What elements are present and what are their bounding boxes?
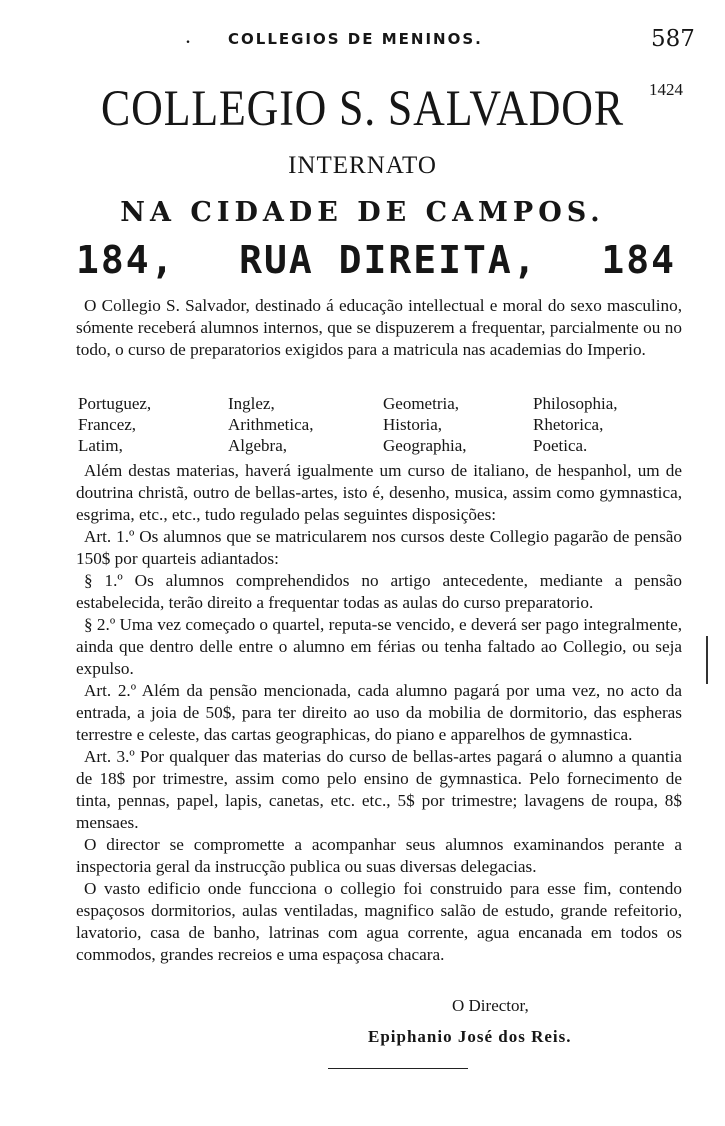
paragraph-director: O director se compromette a acompanhar seus alumnos examinandos perante a inspectoria geral da instrucção publica ou suas diversas delegacias. — [76, 835, 682, 876]
subject-item: Geographia, — [383, 436, 467, 455]
address-line — [76, 238, 676, 282]
paragraph-art-3: Art. 3.º Por qualquer das materias do curso de bellas-artes pagará o alumno a quantia de 18$ por trimestre, assim como pelo ensino de gymnastica. Pelo fornecimento de tinta, pennas, papel, lapis, canetas, etc. etc., 5$ por trimestre; lavagens de roupa, 8$ mensaes. — [76, 747, 682, 832]
signature: Epiphanio José dos Reis. — [368, 1027, 572, 1046]
subjects-list — [78, 393, 678, 456]
subject-item: Rhetorica, — [533, 415, 604, 434]
side-number: 1424 — [649, 80, 683, 99]
page-number: 587 — [651, 26, 695, 52]
intro-text: O Collegio S. Salvador, destinado á educação intellectual e moral do sexo masculino, sómente receberá alumnos internos, que se dispuzerem a frequentar, parcialmente ou no todo, o curso de preparatorios exigidos para a matricula nas academias do Imperio. — [76, 296, 682, 359]
running-head: COLLEGIOS DE MENINOS. — [228, 30, 483, 48]
intro-paragraph — [76, 295, 682, 361]
paragraph-section-2: § 2.º Uma vez começado o quartel, reputa-se vencido, e deverá ser pago integralmente, ainda que dentro delle entre o alumno em férias ou tenha faltado ao Collegio, ou seja expulso. — [76, 615, 682, 678]
subtitle: INTERNATO — [288, 152, 437, 179]
address-street: RUA DIREITA, — [239, 238, 538, 282]
body-text — [76, 460, 682, 966]
subject-item: Arithmetica, — [228, 415, 314, 434]
address-number-right: 184 — [601, 238, 676, 282]
paragraph-other-courses: Além destas materias, haverá igualmente um curso de italiano, de hespanhol, um de doutrina christã, outro de bellas-artes, isto é, desenho, musica, assim como gymnastica, esgrima, etc., etc., tudo regulado pelas seguintes disposições: — [76, 461, 682, 524]
running-dot: . — [186, 30, 190, 47]
subject-item: Historia, — [383, 415, 443, 434]
margin-mark — [706, 636, 708, 684]
page-title: COLLEGIO S. SALVADOR — [101, 81, 624, 137]
subject-item: Algebra, — [228, 436, 288, 455]
address-number-left: 184, — [76, 238, 176, 282]
divider-rule — [328, 1068, 468, 1069]
paragraph-art-2: Art. 2.º Além da pensão mencionada, cada alumno pagará por uma vez, no acto da entrada, a joia de 50$, para ter direito ao uso da mobilia de dormitorio, das espheras terrestre e celeste, das cartas geographicas, do piano e apparelhos de gymnastica. — [76, 681, 682, 744]
subject-item: Latim, — [78, 436, 123, 455]
subject-item: Poetica. — [533, 436, 588, 455]
subject-item: Francez, — [78, 415, 137, 434]
subject-item: Portuguez, — [78, 394, 152, 413]
paragraph-building: O vasto edificio onde funcciona o collegio foi construido para esse fim, contendo espaçosos dormitorios, aulas ventiladas, magnifico salão de estudo, grande refeitorio, lavatorio, casa de banho, latrinas com agua corrente, agua encanada em todos os commodos, grandes recreios e uma espaçosa chacara. — [76, 879, 682, 964]
subject-item: Philosophia, — [533, 394, 618, 413]
paragraph-section-1: § 1.º Os alumnos comprehendidos no artigo antecedente, mediante a pensão estabelecida, terão direito a frequentar todas as aulas do curso preparatorio. — [76, 571, 682, 612]
subject-item: Geometria, — [383, 394, 459, 413]
subject-item: Inglez, — [228, 394, 275, 413]
closing-line: O Director, — [452, 996, 529, 1015]
city-heading: NA CIDADE DE CAMPOS. — [120, 197, 605, 228]
paragraph-art-1: Art. 1.º Os alumnos que se matricularem nos cursos deste Collegio pagarão de pensão 150$ por quarteis adiantados: — [76, 527, 682, 568]
